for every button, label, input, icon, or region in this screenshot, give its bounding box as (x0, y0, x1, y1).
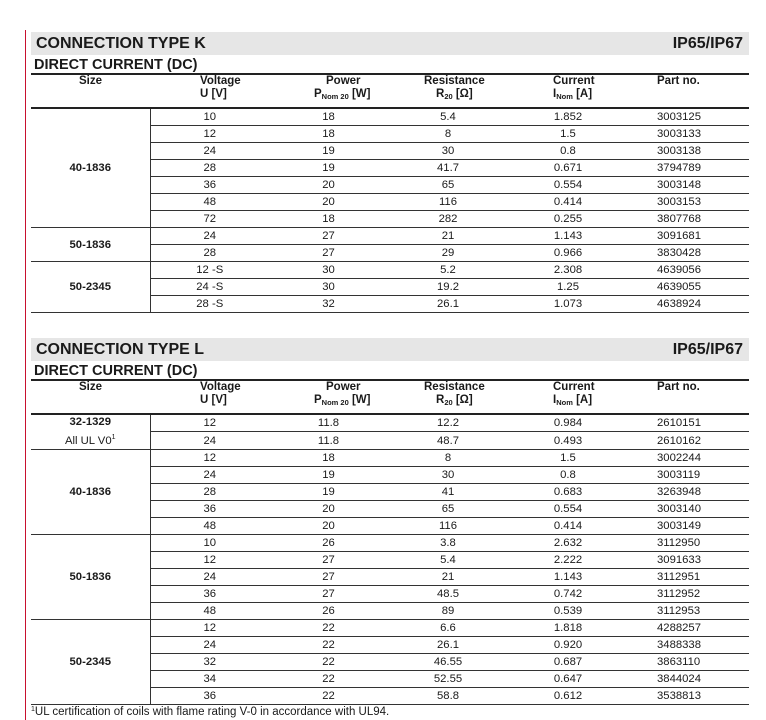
power-cell: 30 (269, 279, 388, 296)
header-voltage: Voltage U [V] (150, 381, 269, 414)
size-note: All UL V0 (64, 434, 112, 447)
voltage-cell: 24 (150, 432, 269, 449)
current-cell: 0.493 (508, 432, 628, 449)
current-cell: 0.255 (508, 211, 628, 228)
power-cell: 19 (269, 466, 388, 483)
size-cell: 50-1836 (31, 534, 150, 619)
footnote (31, 705, 389, 719)
resistance-cell: 3.8 (388, 534, 508, 551)
current-cell: 0.539 (508, 602, 628, 619)
part-no-cell: 2610162 (628, 432, 749, 449)
table-row (31, 414, 749, 432)
footnote-mark: 1 (31, 706, 35, 713)
section-subtitle: DIRECT CURRENT (DC) (31, 361, 749, 381)
voltage-cell: 12 -S (150, 262, 269, 279)
power-cell: 11.8 (269, 414, 388, 432)
header-current: Current $I_{Nom}$ [A] (508, 381, 628, 414)
current-cell: 1.5 (508, 126, 628, 143)
table-row (31, 228, 749, 245)
current-cell: 0.671 (508, 160, 628, 177)
size-cell: 50-1836 (31, 228, 150, 262)
table-row (31, 108, 749, 126)
voltage-cell: 12 (150, 551, 269, 568)
power-cell: 20 (269, 517, 388, 534)
current-cell: 0.920 (508, 636, 628, 653)
current-cell: 0.984 (508, 414, 628, 432)
resistance-cell: 5.2 (388, 262, 508, 279)
current-cell: 0.554 (508, 177, 628, 194)
part-no-cell: 3794789 (628, 160, 749, 177)
resistance-cell: 5.4 (388, 108, 508, 126)
power-cell: 20 (269, 194, 388, 211)
voltage-cell: 12 (150, 126, 269, 143)
current-cell: 0.742 (508, 585, 628, 602)
voltage-cell: 24 (150, 568, 269, 585)
resistance-cell: 48.5 (388, 585, 508, 602)
table-body (31, 414, 749, 704)
resistance-cell: 48.7 (388, 432, 508, 449)
size-cell: 50-2345 (31, 262, 150, 313)
voltage-cell: 12 (150, 414, 269, 432)
current-cell: 2.308 (508, 262, 628, 279)
voltage-cell: 28 (150, 160, 269, 177)
voltage-cell: 12 (150, 449, 269, 466)
table-header-row (31, 381, 749, 414)
current-cell: 0.8 (508, 143, 628, 160)
header-size: Size (31, 75, 150, 108)
power-cell: 27 (269, 585, 388, 602)
part-no-cell: 4639055 (628, 279, 749, 296)
voltage-cell: 48 (150, 602, 269, 619)
resistance-cell: 26.1 (388, 296, 508, 313)
current-cell: 0.414 (508, 194, 628, 211)
resistance-cell: 21 (388, 568, 508, 585)
current-cell: 0.687 (508, 653, 628, 670)
power-cell: 20 (269, 500, 388, 517)
current-cell: 1.073 (508, 296, 628, 313)
power-cell: 22 (269, 653, 388, 670)
header-resistance: Resistance $R_{20}$ [Ω] (388, 381, 508, 414)
voltage-cell: 24 (150, 636, 269, 653)
resistance-cell: 5.4 (388, 551, 508, 568)
current-cell: 0.966 (508, 245, 628, 262)
part-no-cell: 3112951 (628, 568, 749, 585)
voltage-cell: 32 (150, 653, 269, 670)
power-cell: 32 (269, 296, 388, 313)
part-no-cell: 3091681 (628, 228, 749, 245)
resistance-cell: 282 (388, 211, 508, 228)
resistance-cell: 6.6 (388, 619, 508, 636)
resistance-cell: 65 (388, 177, 508, 194)
left-accent-line (25, 30, 26, 720)
part-no-cell: 3863110 (628, 653, 749, 670)
section-title: CONNECTION TYPE L (36, 340, 205, 358)
part-no-cell: 3003140 (628, 500, 749, 517)
part-no-cell: 3003119 (628, 466, 749, 483)
power-cell: 22 (269, 619, 388, 636)
resistance-cell: 52.55 (388, 670, 508, 687)
voltage-cell: 36 (150, 500, 269, 517)
power-cell: 22 (269, 670, 388, 687)
part-no-cell: 3003149 (628, 517, 749, 534)
table-row (31, 619, 749, 636)
power-cell: 27 (269, 568, 388, 585)
current-cell: 1.143 (508, 568, 628, 585)
part-no-cell: 3003153 (628, 194, 749, 211)
resistance-cell: 116 (388, 194, 508, 211)
size-cell: 40-1836 (31, 449, 150, 534)
part-no-cell: 2610151 (628, 414, 749, 432)
power-cell: 20 (269, 177, 388, 194)
part-no-cell: 4638924 (628, 296, 749, 313)
header-power: Power $P_{Nom 20}$ [W] (269, 75, 388, 108)
resistance-cell: 116 (388, 517, 508, 534)
power-cell: 27 (269, 228, 388, 245)
part-no-cell: 3844024 (628, 670, 749, 687)
voltage-cell: 24 (150, 228, 269, 245)
resistance-cell: 30 (388, 466, 508, 483)
part-no-cell: 3830428 (628, 245, 749, 262)
voltage-cell: 24 (150, 143, 269, 160)
voltage-cell: 36 (150, 177, 269, 194)
voltage-cell: 72 (150, 211, 269, 228)
voltage-cell: 28 (150, 245, 269, 262)
table-header-row (31, 75, 749, 108)
voltage-cell: 36 (150, 687, 269, 704)
resistance-cell: 26.1 (388, 636, 508, 653)
current-cell: 1.852 (508, 108, 628, 126)
current-cell: 2.222 (508, 551, 628, 568)
power-cell: 19 (269, 143, 388, 160)
resistance-cell: 89 (388, 602, 508, 619)
table-row (31, 534, 749, 551)
coil-spec-table (31, 381, 749, 705)
table-body (31, 108, 749, 313)
voltage-cell: 48 (150, 194, 269, 211)
power-cell: 19 (269, 483, 388, 500)
size-cell: 40-1836 (31, 108, 150, 228)
voltage-cell: 24 (150, 466, 269, 483)
resistance-cell: 41 (388, 483, 508, 500)
power-cell: 19 (269, 160, 388, 177)
header-resistance: Resistance $R_{20}$ [Ω] (388, 75, 508, 108)
part-no-cell: 4639056 (628, 262, 749, 279)
header-voltage: Voltage U [V] (150, 75, 269, 108)
part-no-cell: 3091633 (628, 551, 749, 568)
protection-rating: IP65/IP67 (672, 34, 743, 52)
part-no-cell: 3263948 (628, 483, 749, 500)
section-title-bar (31, 338, 749, 361)
current-cell: 2.632 (508, 534, 628, 551)
size-cell: 50-2345 (31, 619, 150, 704)
current-cell: 0.8 (508, 466, 628, 483)
header-power: Power $P_{Nom 20}$ [W] (269, 381, 388, 414)
voltage-cell: 24 -S (150, 279, 269, 296)
current-cell: 0.414 (508, 517, 628, 534)
part-no-cell: 3003133 (628, 126, 749, 143)
protection-rating: IP65/IP67 (672, 340, 743, 358)
footnote-text: UL certification of coils with flame rating V-0 in accordance with UL94. (34, 706, 390, 718)
resistance-cell: 30 (388, 143, 508, 160)
current-cell: 1.5 (508, 449, 628, 466)
part-no-cell: 4288257 (628, 619, 749, 636)
power-cell: 30 (269, 262, 388, 279)
part-no-cell: 3807768 (628, 211, 749, 228)
current-cell: 0.647 (508, 670, 628, 687)
voltage-cell: 28 -S (150, 296, 269, 313)
voltage-cell: 36 (150, 585, 269, 602)
power-cell: 26 (269, 534, 388, 551)
resistance-cell: 19.2 (388, 279, 508, 296)
size-cell: 32-1329 All UL $V0^1$ (31, 414, 150, 449)
part-no-cell: 3112952 (628, 585, 749, 602)
power-cell: 22 (269, 687, 388, 704)
voltage-cell: 28 (150, 483, 269, 500)
connection-type-l-section (31, 338, 749, 705)
current-cell: 1.25 (508, 279, 628, 296)
header-current: Current $I_{Nom}$ [A] (508, 75, 628, 108)
resistance-cell: 29 (388, 245, 508, 262)
part-no-cell: 3003125 (628, 108, 749, 126)
voltage-cell: 12 (150, 619, 269, 636)
resistance-cell: 65 (388, 500, 508, 517)
part-no-cell: 3488338 (628, 636, 749, 653)
header-size: Size (31, 381, 150, 414)
current-cell: 0.554 (508, 500, 628, 517)
current-cell: 0.612 (508, 687, 628, 704)
power-cell: 26 (269, 602, 388, 619)
section-title: CONNECTION TYPE K (36, 34, 206, 52)
section-subtitle: DIRECT CURRENT (DC) (31, 55, 749, 75)
power-cell: 18 (269, 211, 388, 228)
power-cell: 27 (269, 551, 388, 568)
part-no-cell: 3538813 (628, 687, 749, 704)
voltage-cell: 10 (150, 108, 269, 126)
connection-type-k-section (31, 32, 749, 313)
part-no-cell: 3112953 (628, 602, 749, 619)
resistance-cell: 8 (388, 449, 508, 466)
power-cell: 27 (269, 245, 388, 262)
resistance-cell: 58.8 (388, 687, 508, 704)
section-title-bar (31, 32, 749, 55)
coil-spec-table (31, 75, 749, 313)
power-cell: 22 (269, 636, 388, 653)
table-row (31, 262, 749, 279)
part-no-cell: 3003138 (628, 143, 749, 160)
footnote-ref: 1 (111, 434, 116, 441)
part-no-cell: 3112950 (628, 534, 749, 551)
resistance-cell: 12.2 (388, 414, 508, 432)
table-row (31, 449, 749, 466)
resistance-cell: 21 (388, 228, 508, 245)
power-cell: 11.8 (269, 432, 388, 449)
part-no-cell: 3003148 (628, 177, 749, 194)
resistance-cell: 41.7 (388, 160, 508, 177)
voltage-cell: 10 (150, 534, 269, 551)
voltage-cell: 34 (150, 670, 269, 687)
part-no-cell: 3002244 (628, 449, 749, 466)
power-cell: 18 (269, 449, 388, 466)
current-cell: 1.818 (508, 619, 628, 636)
resistance-cell: 8 (388, 126, 508, 143)
current-cell: 1.143 (508, 228, 628, 245)
header-part-no: Part no. (628, 381, 749, 414)
power-cell: 18 (269, 108, 388, 126)
power-cell: 18 (269, 126, 388, 143)
header-part-no: Part no. (628, 75, 749, 108)
resistance-cell: 46.55 (388, 653, 508, 670)
voltage-cell: 48 (150, 517, 269, 534)
current-cell: 0.683 (508, 483, 628, 500)
